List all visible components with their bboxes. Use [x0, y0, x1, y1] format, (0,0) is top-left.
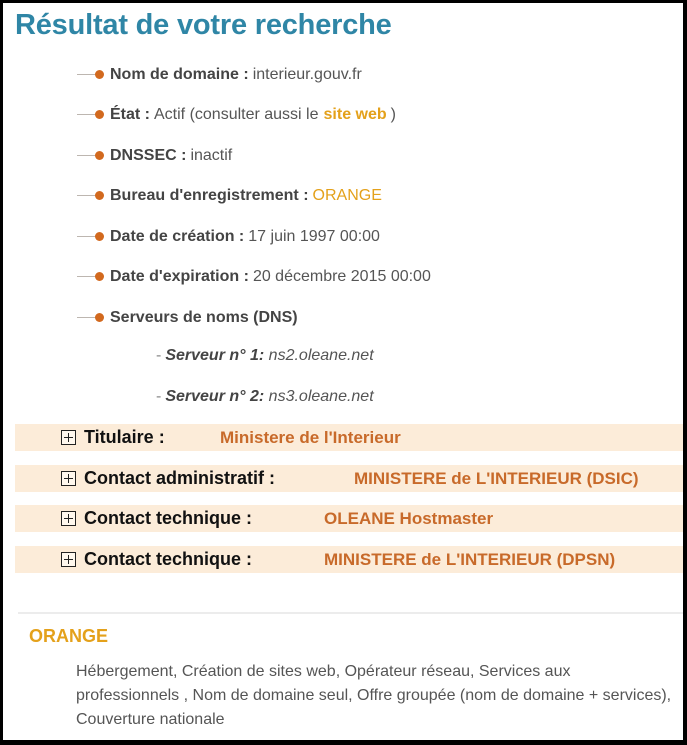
expand-plus-icon[interactable] — [61, 552, 76, 567]
info-value: inactif — [190, 147, 233, 164]
expand-plus-icon[interactable] — [61, 430, 76, 445]
site-web-link[interactable]: site web — [323, 106, 387, 123]
page-title: Résultat de votre recherche — [15, 9, 392, 41]
server-label: Serveur n° 1: — [165, 347, 265, 364]
info-created — [77, 226, 380, 248]
info-label: État : — [110, 106, 150, 123]
bullet-icon — [77, 145, 110, 167]
contact-label: Contact technique : — [84, 508, 253, 528]
bullet-icon — [77, 226, 110, 248]
whois-result-panel — [3, 3, 683, 740]
bullet-icon — [77, 104, 110, 126]
info-domain — [77, 64, 362, 86]
info-label: DNSSEC : — [110, 147, 187, 164]
dns-server-2 — [156, 388, 374, 406]
contact-value: MINISTERE de L'INTERIEUR (DSIC) — [354, 468, 639, 488]
bullet-icon — [77, 64, 110, 86]
info-expires — [77, 266, 431, 288]
info-value: Actif (consulter aussi le — [154, 106, 319, 123]
info-registrar — [77, 185, 382, 207]
info-label: Nom de domaine : — [110, 66, 249, 83]
registrar-card-description: Hébergement, Création de sites web, Opérateur réseau, Services aux professionnels , Nom de domaine seul, Offre groupée (nom de domaine + services), Couverture nationale — [76, 663, 672, 728]
registrar-card-name[interactable]: ORANGE — [29, 626, 109, 646]
info-label: Serveurs de noms (DNS) — [110, 309, 298, 326]
contact-technique-1[interactable] — [15, 505, 683, 532]
contact-value: MINISTERE de L'INTERIEUR (DPSN) — [324, 549, 616, 569]
info-value: interieur.gouv.fr — [252, 66, 362, 83]
contact-label: Contact technique : — [84, 549, 253, 569]
dash-icon: - — [156, 347, 162, 364]
contact-value: Ministere de l'Interieur — [220, 427, 401, 447]
expand-plus-icon[interactable] — [61, 511, 76, 526]
info-dns — [77, 307, 298, 329]
info-value: 17 juin 1997 00:00 — [248, 228, 380, 245]
info-label: Date de création : — [110, 228, 245, 245]
info-dnssec — [77, 145, 232, 167]
contact-label: Contact administratif : — [84, 468, 276, 488]
info-label: Date d'expiration : — [110, 268, 249, 285]
info-value-suffix: ) — [390, 106, 396, 123]
dns-server-1 — [156, 347, 374, 365]
server-value: ns3.oleane.net — [268, 388, 374, 405]
info-value: 20 décembre 2015 00:00 — [252, 268, 431, 285]
divider — [18, 612, 683, 614]
server-label: Serveur n° 2: — [165, 388, 265, 405]
contact-administratif[interactable] — [15, 465, 683, 492]
contact-technique-2[interactable] — [15, 546, 683, 573]
contact-titulaire[interactable] — [15, 424, 683, 451]
bullet-icon — [77, 266, 110, 288]
info-label: Bureau d'enregistrement : — [110, 187, 309, 204]
dash-icon: - — [156, 388, 162, 405]
contact-label: Titulaire : — [84, 427, 165, 447]
bullet-icon — [77, 185, 110, 207]
registrar-link[interactable]: ORANGE — [312, 187, 382, 204]
server-value: ns2.oleane.net — [268, 347, 374, 364]
contact-value: OLEANE Hostmaster — [324, 508, 494, 528]
info-state — [77, 104, 396, 126]
expand-plus-icon[interactable] — [61, 471, 76, 486]
bullet-icon — [77, 307, 110, 329]
